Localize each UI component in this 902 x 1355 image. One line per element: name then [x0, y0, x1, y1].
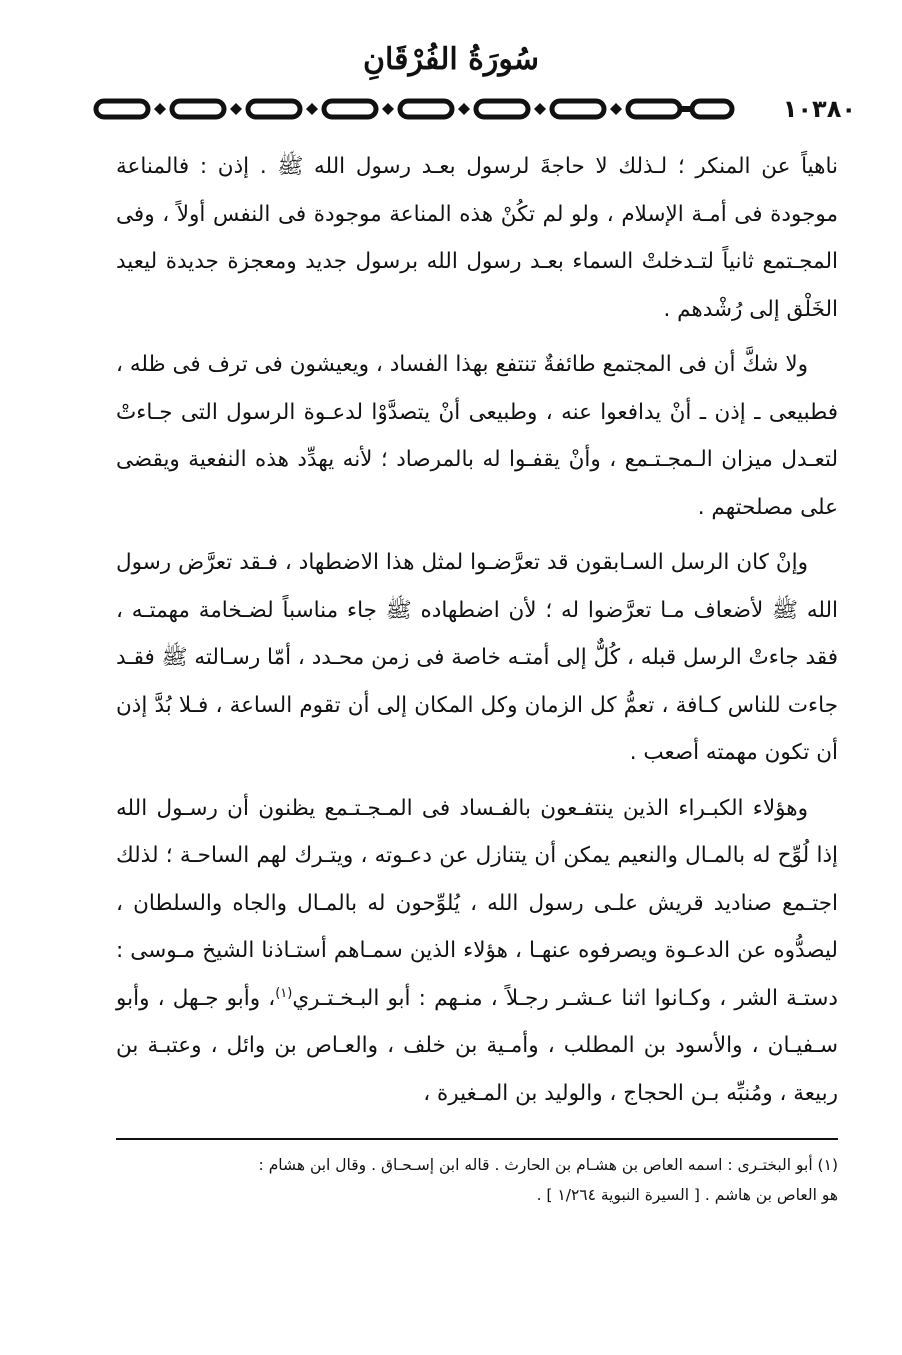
footnote-divider	[116, 1138, 838, 1140]
paragraph-1: ناهياً عن المنكر ؛ لـذلك لا حاجةَ لرسول بعـد رسول الله ﷺ . إذن : فالمناعة موجودة فى أمـة الإسلام ، ولو لم تكُنْ هذه المناعة موجودة فى النفس أولاً ، وفى المجـتمع ثانياً لتـدخلتْ السماء بعـد رسول الله برسول جديد ومعجزة جديدة ليعيد الخَلْق إلى رُشْدهم .	[116, 154, 838, 322]
paragraph-4	[116, 785, 838, 1118]
paragraph-4-text: وهؤلاء الكبـراء الذين ينتفـعون بالفـساد فى المـجـتـمع يظنون أن رسـول الله إذا لُوِّح له بالمـال والنعيم يمكن أن يتنازل عن دعـوته ، ويتـرك لهم الساحـة ؛ لذلك اجتـمع صناديد قريش علـى رسول الله ، يُلوِّحون له بالمـال والجاه والسلطان ، ليصدُّوه عن الدعـوة ويصرفوه عنهـا ، هؤلاء الذين سمـاهم أستـاذنا الشيخ مـوسى : دستـة الشر ، وكـانوا اثنا عـشـر رجـلاً ، منـهم : أبو البـخـتـري	[116, 795, 838, 1011]
footnote-line-2: هو العاص بن هاشم . [ السيرة النبوية ١/٢٦٤ ] .	[536, 1186, 838, 1204]
paragraph-3: وإنْ كان الرسل السـابقون قد تعرَّضـوا لمثل هذا الاضطهاد ، فـقد تعرَّض رسول الله ﷺ لأضعاف مـا تعرَّضوا له ؛ لأن اضطهاده ﷺ جاء مناسباً لضـخامة مهمتـه ، فقد جاءتْ الرسل قبله ، كُلٌّ إلى أمتـه خاصة فى زمن محـدد ، أمّا رسـالته ﷺ فقـد جاءت للناس كـافة ، تعمُّ كل الزمان وكل المكان إلى أن تقوم الساعة ، فـلا بُدَّ إذن أن تكون مهمته أصعب .	[116, 550, 838, 765]
page-number: ١٠٣٨٠	[782, 95, 856, 123]
ornamental-header-rule	[88, 95, 736, 123]
running-title: سُورَةُ الفُرْقَانِ	[362, 42, 539, 77]
footnotes	[116, 1150, 838, 1210]
paragraph-4-continuation: ، وأبو جـهل ، وأبو سـفيـان ، والأسود بن المطلب ، وأمـية بن خلف ، والعـاص بن وائل ، وعتبـة بن ربيعة ، ومُنبِّه بـن الحجاج ، والوليد بن المـغيرة ،	[116, 985, 838, 1106]
footnote-marker: (١)	[275, 985, 293, 1001]
paragraph-2: ولا شكَّ أن فى المجتمع طائفةٌ تنتفع بهذا الفساد ، ويعيشون فى ترف فى ظله ، فطبيعى ـ إذن ـ أنْ يدافعوا عنه ، وطبيعى أنْ يتصدَّوْا لدعـوة الرسول التى جـاءتْ لتعـدل ميزان الـمجـتـمع ، وأنْ يقفـوا له بالمرصاد ؛ لأنه يهدِّد هذه النفعية ويقضى على مصلحتهم .	[116, 352, 838, 520]
footnote-line-1: (١) أبو البختـرى : اسمه العاص بن هشـام بن الحارث . قاله ابن إسـحـاق . وقال ابن هشام :	[258, 1156, 838, 1174]
main-text	[116, 143, 838, 1117]
